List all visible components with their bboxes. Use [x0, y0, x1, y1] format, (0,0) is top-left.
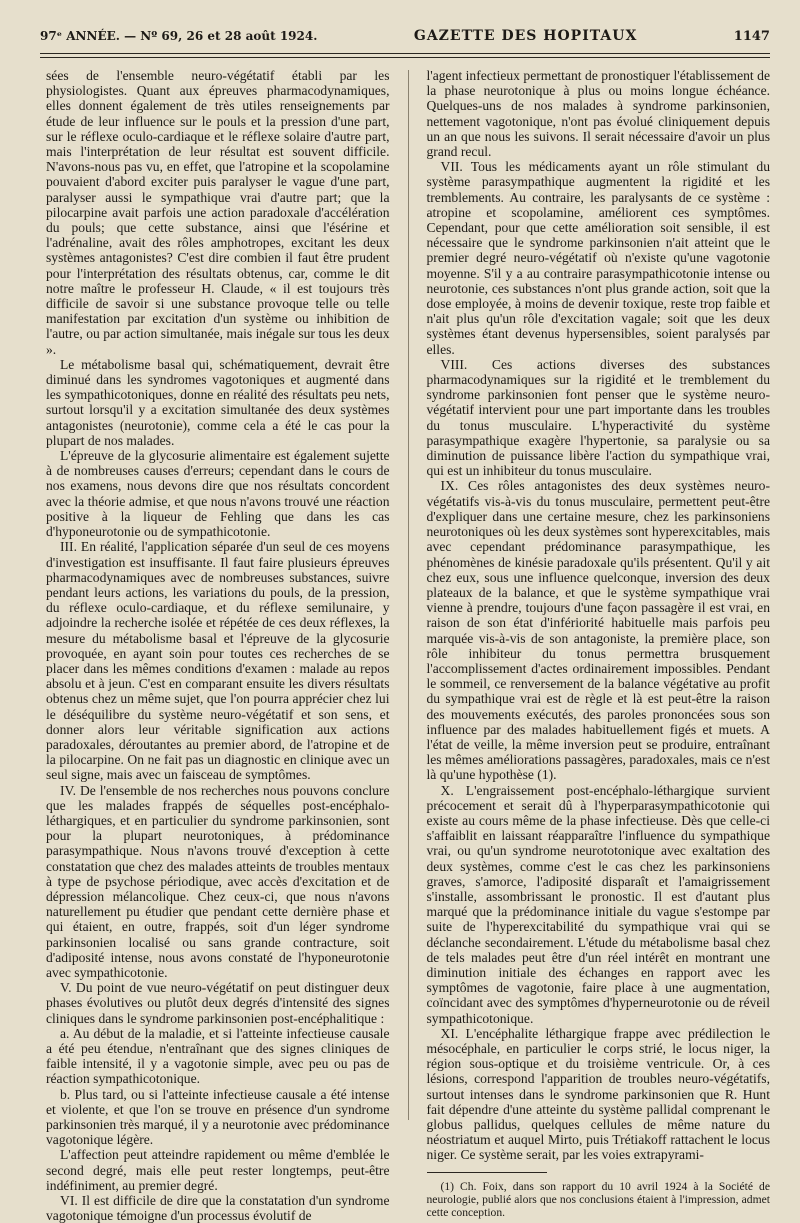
header-rule-bottom	[40, 57, 770, 58]
paragraph: L'épreuve de la glycosurie alimentaire est également sujette à de nombreuses causes d'erreurs; cependant dans le cours de nos examens, nous devons dire que nos résultats concordent avec la théorie admise, et que nous n'avons trouvé une réaction positive à la liqueur de Fehling que dans les cas d'hyponeurotonie ou de sympathicotonie.	[46, 448, 390, 540]
right-column	[426, 68, 771, 1219]
paragraph: IX. Ces rôles antagonistes des deux systèmes neuro-végétatifs vis-à-vis du tonus musculaire, permettent peut-être d'expliquer dans une certaine mesure, chez les parkinsoniens neurotoniques où les deux systèmes sont hyperexcitables, mais avec cependant prédominance parasympathique, les phénomènes de kinésie paradoxale qu'ils présentent. Qu'il y ait chez eux, sous une influence quelconque, inversion des deux plateaux de la balance, et que le système sympathique vrai vienne à prendre, toujours d'une façon passagère il est vrai, en raison de son état d'infériorité habituelle mais parfois peu marquée vis-à-vis de son antagoniste, la première place, son rôle inhibiteur du tonus permettra brusquement l'accomplissement d'actes ordinairement impossibles. Pendant le sommeil, ce renversement de la balance végétative au profit du sympathique vrai est de règle et là est peut-être la raison des mouvements exécutés, des paroles prononcées sous son influence par des malades habituellement figés et muets. A l'état de veille, la même inversion peut se produire, entraînant les mêmes améliorations passagères, paradoxales, mais ce n'est là qu'une hypothèse (1).	[426, 478, 770, 783]
paragraph: IV. De l'ensemble de nos recherches nous pouvons conclure que les malades frappés de séquelles post-encéphalo-léthargiques, et en particulier du syndrome parkinsonien, sont pour la plupart neurotoniques, à prédominance parasympathique. Nous n'avons trouvé d'exception à cette constatation que chez des malades atteints de troubles mentaux à type de psychose périodique, avec accès d'excitation et de dépression mélancolique. Chez ceux-ci, que nous n'avons naturellement pu étudier que pendant cette dernière phase et qui étaient, en outre, frappés, soit d'un léger syndrome parkinsonien localisé ou sans grande contracture, soit d'adiposité intense, nous avons constaté de l'hyponeurotonie avec sympathicotonie.	[46, 782, 390, 980]
paragraph: a. Au début de la maladie, et si l'atteinte infectieuse causale a été peu étendue, n'entraînant que des signes cliniques de faible intensité, il y a vagotonie simple, avec peu ou pas de réaction sympathicotonique.	[46, 1025, 390, 1087]
paragraph: Le métabolisme basal qui, schématiquement, devrait être diminué dans les syndromes vagotoniques et augmenté dans les sympathicotoniques, donne en réalité des résultats peu nets, surtout lorsqu'il y a excitation simultanée des deux systèmes antagonistes (neurotonie), comme cela a été le cas pour la plupart de nos malades.	[46, 356, 390, 448]
running-header	[40, 28, 770, 50]
footnote: (1) Ch. Foix, dans son rapport du 10 avril 1924 à la Société de neurologie, publié alors que nos conclusions étaient à l'impression, admet cette conception.	[426, 1179, 770, 1219]
header-rule-top	[40, 53, 770, 54]
paragraph: L'affection peut atteindre rapidement ou même d'emblée le second degré, mais elle peut rester longtemps, peut-être indéfiniment, au premier degré.	[46, 1147, 390, 1193]
paragraph: VIII. Ces actions diverses des substances pharmacodynamiques sur la rigidité et le tremblement du syndrome parkinsonien font penser que le système neuro-végétatif intervient pour une part importante dans les troubles du tonus musculaire. L'hyperactivité du système parasympathique exagère l'hypertonie, sa paralysie ou sa diminution de puissance libère l'action du sympathique vrai, qui est un inhibiteur du tonus musculaire.	[426, 356, 770, 479]
journal-title: GAZETTE DES HOPITAUX	[413, 28, 638, 44]
column-divider	[408, 70, 409, 1120]
left-column	[46, 68, 390, 1223]
page-number: 1147	[733, 29, 770, 44]
paragraph: V. Du point de vue neuro-végétatif on peut distinguer deux phases évolutives ou plutôt deux degrés d'intensité des signes cliniques dans le syndrome parkinsonien post-encéphalitique :	[46, 980, 390, 1026]
paragraph: III. En réalité, l'application séparée d'un seul de ces moyens d'investigation est insuffisante. Il faut faire plusieurs épreuves pharmacodynamiques avec de nombreuses substances, suivre pendant leurs actions, les variations du pouls, de la pression, du réflexe oculo-cardiaque, et du réflexe semilunaire, y adjoindre la recherche isolée et répétée de ces deux réflexes, la mesure du métabolisme basal et l'épreuve de la glycosurie provoquée, en ayant soin pour toutes ces recherches de se placer dans les mêmes conditions d'examen : malade au repos absolu et à jeun. C'est en comparant ensuite les divers résultats obtenus chez un même sujet, que l'on pourra apprécier chez lui le déséquilibre du système neuro-végétatif et son sens, et donner alors leur véritable signification aux actions paradoxales, déroutantes au premier abord, de l'atropine et de la pilocarpine. On ne fait pas un diagnostic en clinique avec un seul signe, mais avec un faisceau de symptômes.	[46, 539, 390, 783]
text-columns	[46, 68, 770, 1223]
footnote-rule	[427, 1172, 547, 1173]
paragraph: X. L'engraissement post-encéphalo-léthargique survient précocement et serait dû à l'hyperparasympathicotonie qui existe au cours même de la phase infectieuse. Dès que celle-ci s'affaiblit en laissant réapparaître l'influence du sympathique vrai, ou qu'un syndrome neurototonique avec exaltation des deux systèmes, comme c'est le cas chez les parkinsoniens graves, s'amorce, l'adiposité disparaît et l'amaigrissement s'installe, assombrissant le pronostic. Il est d'autant plus marqué que la prédominance initiale du vague s'estompe par suite de l'hyperexcitabilité du sympathique vrai qui se déclanche secondairement. L'étude du métabolisme basal chez de tels malades peut être d'un réel intérêt en montrant une diminution initiale des échanges en rapport avec les symptômes de vagotonie, faire place à une augmentation, coïncidant avec des symptômes d'hyperneurotonie ou de réveil sympathicotonique.	[426, 782, 770, 1026]
paragraph: VII. Tous les médicaments ayant un rôle stimulant du système parasympathique augmentent la rigidité et les tremblements. Au contraire, les paralysants de ce système : atropine et scopolamine, améliorent ces symptômes. Cependant, pour que cette amélioration soit sensible, il est nécessaire que le syndrome parkinsonien n'ait atteint que le premier degré neuro-végétatif où n'existe qu'une vagotonie moyenne. S'il y a au contraire parasympathicotonie intense ou neurotonie, ces substances n'ont plus grande action, soit que la dose employée, à moins de devenir toxique, reste trop faible et n'ait plus qu'un rôle d'excitation vagale; soit que les deux systèmes étant devenus hypersensibles, soient paralysés par elles.	[426, 159, 770, 357]
paragraph: l'agent infectieux permettant de pronostiquer l'établissement de la phase neurotonique à plus ou moins longue échéance. Quelques-uns de nos malades à syndrome parkinsonien, nettement vagotonique, n'ont pas évolué cliniquement depuis un an que nous les suivons. Il serait nécessaire d'avoir un plus grand recul.	[426, 68, 770, 160]
paragraph: VI. Il est difficile de dire que la constatation d'un syndrome vagotonique témoigne d'un processus évolutif de	[46, 1193, 390, 1223]
issue-info: 97ᵉ ANNÉE. — Nº 69, 26 et 28 août 1924.	[40, 29, 318, 43]
paragraph: XI. L'encéphalite léthargique frappe avec prédilection le mésocéphale, en particulier le corps strié, le locus niger, la région sous-optique et du troisième ventricule. Or, à ces lésions, correspond l'apparition de troubles neuro-végétatifs, surtout intenses dans le syndrome parkinsonien que R. Hunt fait dépendre d'une atteinte du système pallidal comprenant le globus pallidus, quelques cellules de même nature du néostriatum et auquel Mirto, puis Trétiakoff rattachent le locus niger. Ce système serait, par les voies extrapyrami-	[426, 1025, 770, 1163]
paragraph: b. Plus tard, ou si l'atteinte infectieuse causale a été intense et violente, et que l'on se trouve en présence d'un syndrome parkinsonien très marqué, il y a neurotonie avec prédominance vagotonique légère.	[46, 1086, 390, 1148]
paragraph: sées de l'ensemble neuro-végétatif établi par les physiologistes. Quant aux épreuves pharmacodynamiques, elles donnent également de très utiles renseignements par étude de leur influence sur le pouls et la pression d'une part, sur le réflexe oculo-cardiaque et le réflexe solaire d'autre part, mais l'interprétation de leur résultat est souvent difficile. N'avons-nous pas vu, en effet, que l'atropine et la scopolamine pouvaient d'abord exciter puis paralyser le vague d'une part, paralyser aussi le sympathique vrai d'autre part; que la pilocarpine avait parfois une action paradoxale d'accélération du pouls; que cette substance, ainsi que l'ésérine et l'adrénaline, avait des rôles amphotropes, excitant les deux systèmes antagonistes? C'est dire combien il faut être prudent pour l'interprétation des résultats obtenus, car, comme le dit notre maître le professeur H. Claude, « il est toujours très difficile de savoir si une substance provoque telle ou telle manifestation par excitation d'un système ou inhibition de l'autre, ou par action simultanée, mais inégale sur tous les deux ».	[46, 68, 390, 357]
